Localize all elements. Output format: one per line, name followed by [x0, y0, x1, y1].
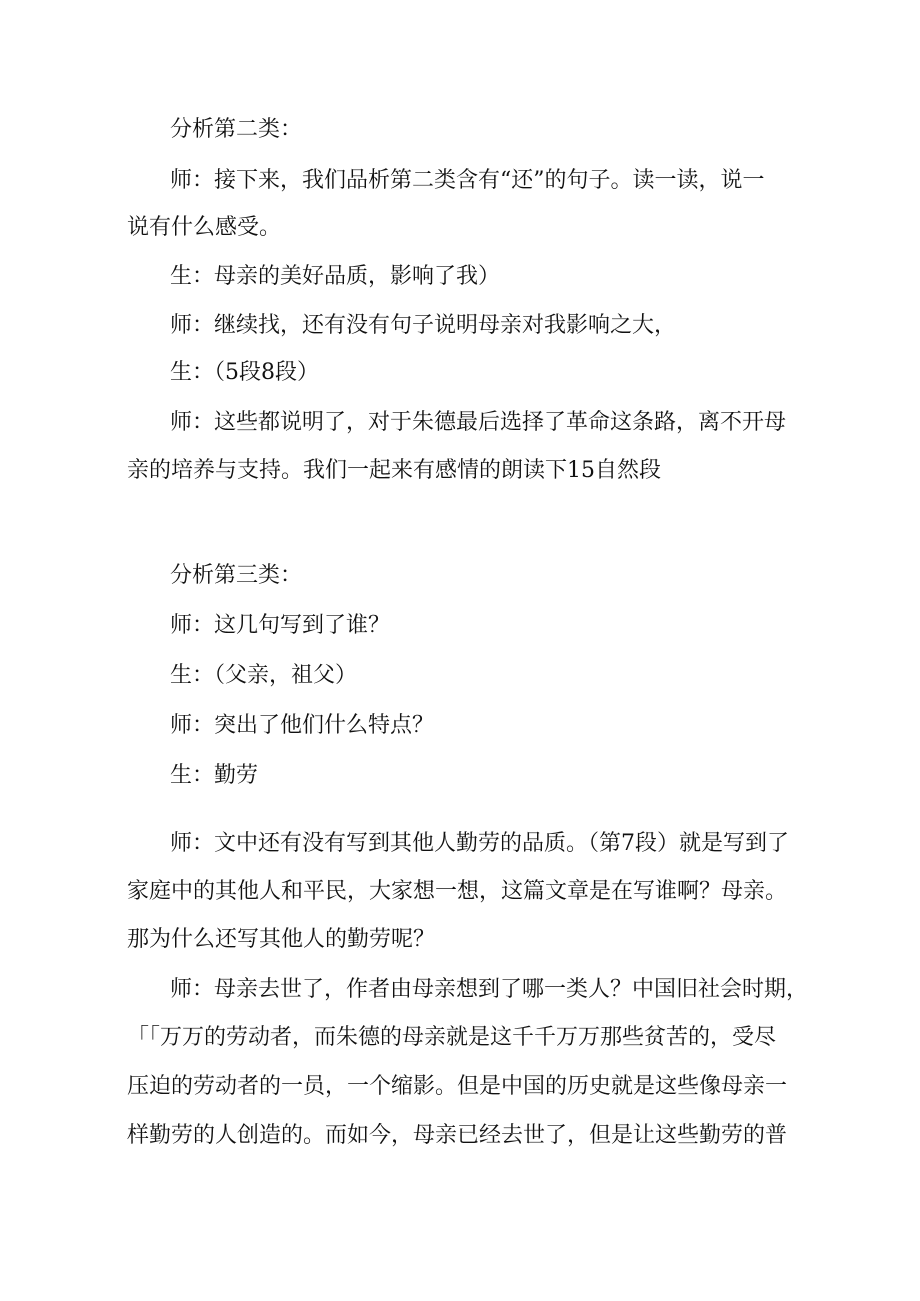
paragraph-line: 压迫的劳动者的一员，一个缩影。但是中国的历史就是这些像母亲一	[127, 1074, 788, 1099]
paragraph-line: 样勤劳的人创造的。而如今，母亲已经去世了，但是让这些勤劳的普	[127, 1123, 788, 1148]
paragraph-line: 生：勤劳	[170, 763, 259, 788]
paragraph-line: 家庭中的其他人和平民，大家想一想，这篇文章是在写谁啊？母亲。	[127, 879, 788, 904]
paragraph-line: 那为什么还写其他人的勤劳呢？	[127, 927, 436, 952]
section-heading-3: 分析第三类：	[170, 563, 303, 588]
paragraph-line: 师：这几句写到了谁？	[170, 613, 391, 638]
paragraph-line: 说有什么感受。	[127, 215, 282, 240]
paragraph-line: 师：继续找，还有没有句子说明母亲对我影响之大，	[170, 313, 677, 338]
section-heading-2: 分析第二类：	[170, 117, 303, 142]
paragraph-line: 生：（5段8段）	[170, 360, 319, 385]
paragraph-line: 师：突出了他们什么特点？	[170, 713, 435, 738]
paragraph-line: 亲的培养与支持。我们一起来有感情的朗读下15自然段	[127, 458, 661, 483]
paragraph-line: 师：文中还有没有写到其他人勤劳的品质。（第7段）就是写到了	[170, 831, 789, 856]
paragraph-line: 生：（父亲，祖父）	[170, 663, 358, 688]
paragraph-line: 师：接下来，我们品析第二类含有“还”的句子。读一读，说一	[170, 168, 765, 193]
paragraph-line: 师：母亲去世了，作者由母亲想到了哪一类人？中国旧社会时期，	[170, 977, 809, 1002]
paragraph-line: 生：母亲的美好品质，影响了我）	[170, 264, 501, 289]
paragraph-line: 师：这些都说明了，对于朱德最后选择了革命这条路，离不开母	[170, 410, 787, 435]
paragraph-line: 「「万万的劳动者，而朱德的母亲就是这千千万万那些贫苦的，受尽	[127, 1025, 777, 1050]
